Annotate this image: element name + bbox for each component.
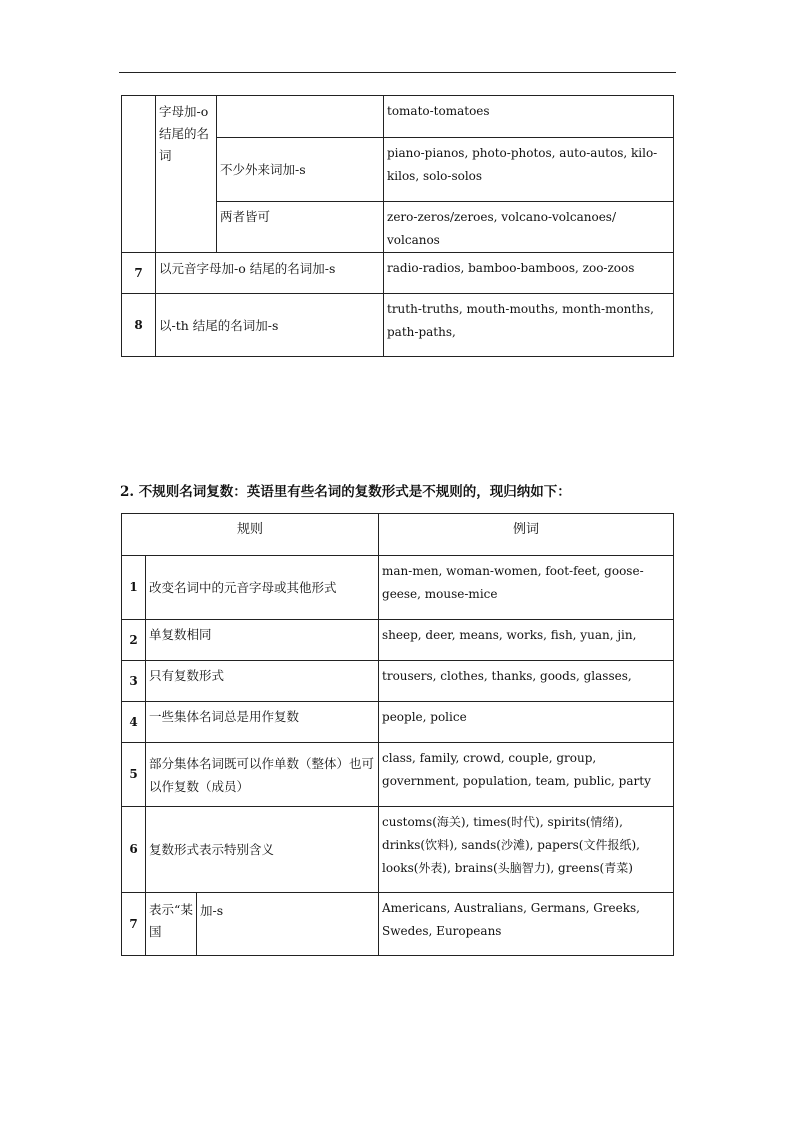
example-cell: class, family, crowd, couple, group, government, population, team, public, party — [379, 743, 674, 807]
column-header-rule: 规则 — [122, 514, 379, 556]
row-number: 6 — [122, 807, 146, 893]
column-header-example: 例词 — [379, 514, 674, 556]
example-cell: Americans, Australians, Germans, Greeks, Swedes, Europeans — [379, 893, 674, 956]
header-rule — [119, 72, 676, 73]
sub-rule-cell: 加-s — [197, 893, 379, 956]
example-cell: piano-pianos, photo-photos, auto-autos, kilo-kilos, solo-solos — [384, 138, 674, 202]
row-number: 3 — [122, 661, 146, 702]
row-number: 1 — [122, 556, 146, 620]
rule-cell: 一些集体名词总是用作复数 — [146, 702, 379, 743]
rule-cell: 只有复数形式 — [146, 661, 379, 702]
example-cell: radio-radios, bamboo-bamboos, zoo-zoos — [384, 253, 674, 294]
sub-rule-cell: 不少外来词加-s — [217, 138, 384, 202]
example-cell: man-men, woman-women, foot-feet, goose-geese, mouse-mice — [379, 556, 674, 620]
example-cell: trousers, clothes, thanks, goods, glasses, — [379, 661, 674, 702]
row-number: 5 — [122, 743, 146, 807]
plural-rules-table-continued — [121, 95, 674, 357]
row-number: 7 — [122, 253, 156, 294]
rule-cell: 单复数相同 — [146, 620, 379, 661]
sub-rule-cell: 两者皆可 — [217, 202, 384, 253]
row-number: 8 — [122, 294, 156, 357]
number-cell — [122, 96, 156, 253]
example-cell: zero-zeros/zeroes, volcano-volcanoes/ volcanos — [384, 202, 674, 253]
rule-cell: 复数形式表示特别含义 — [146, 807, 379, 893]
row-number: 2 — [122, 620, 146, 661]
rule-cell: 部分集体名词既可以作单数（整体）也可以作复数（成员） — [146, 743, 379, 807]
rule-cell: 以-th 结尾的名词加-s — [156, 294, 384, 357]
example-cell: sheep, deer, means, works, fish, yuan, jin, — [379, 620, 674, 661]
example-cell: truth-truths, mouth-mouths, month-months, path-paths, — [384, 294, 674, 357]
example-cell: people, police — [379, 702, 674, 743]
sub-rule-cell — [217, 96, 384, 138]
rule-cell: 以元音字母加-o 结尾的名词加-s — [156, 253, 384, 294]
rule-cell: 字母加-o 结尾的名词 — [156, 96, 217, 253]
row-number: 4 — [122, 702, 146, 743]
irregular-plural-table — [121, 513, 674, 956]
example-cell: tomato-tomatoes — [384, 96, 674, 138]
rule-cell: 表示“某国 — [146, 893, 197, 956]
rule-cell: 改变名词中的元音字母或其他形式 — [146, 556, 379, 620]
example-cell: customs(海关), times(时代), spirits(情绪), drinks(饮料), sands(沙滩), papers(文件报纸), looks(外表), brains(头脑智力), greens(青菜) — [379, 807, 674, 893]
row-number: 7 — [122, 893, 146, 956]
section-heading: 2. 不规则名词复数：英语里有些名词的复数形式是不规则的，现归纳如下： — [120, 484, 571, 500]
